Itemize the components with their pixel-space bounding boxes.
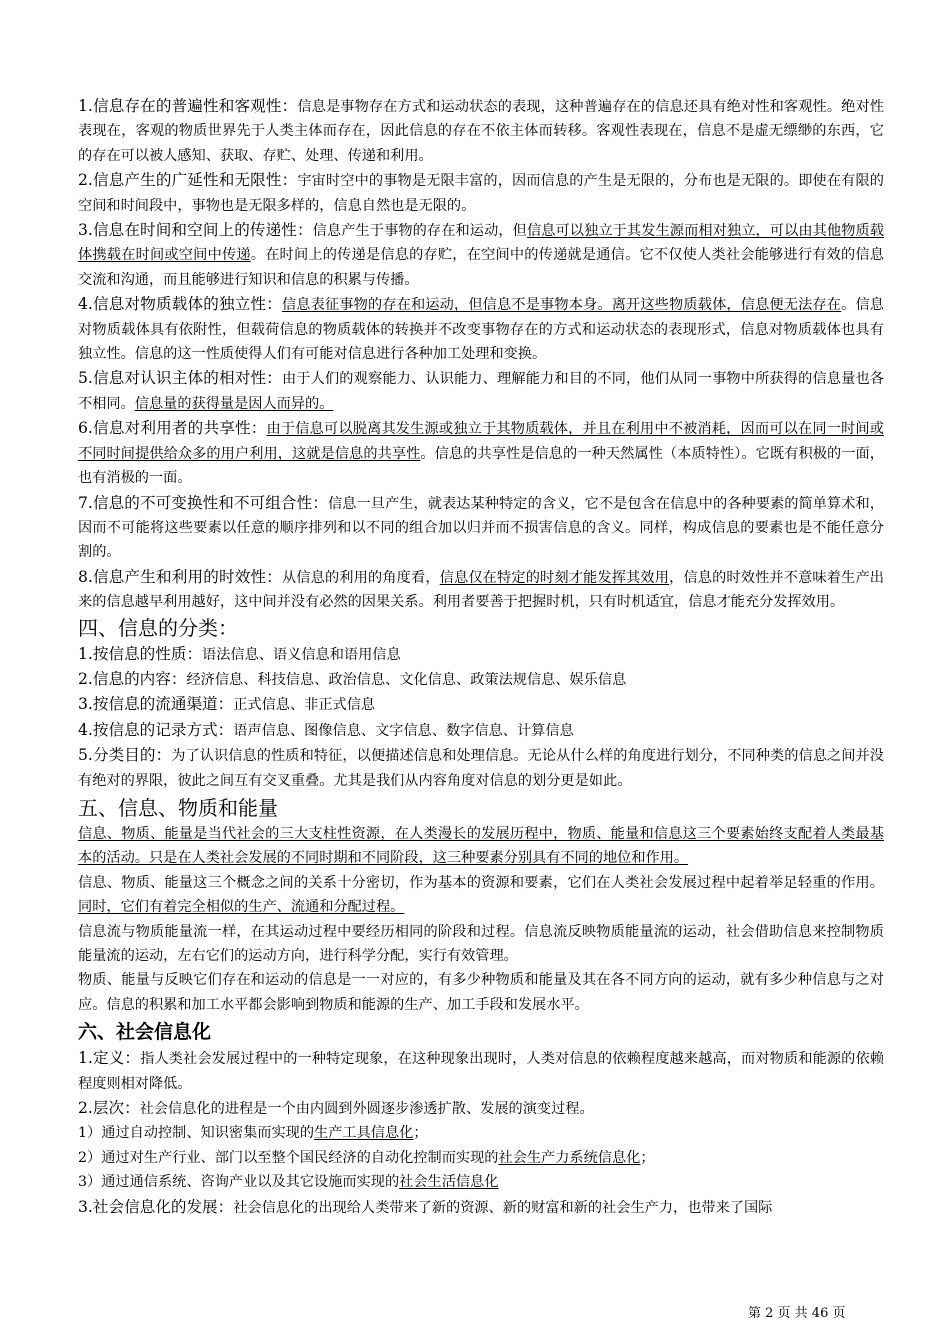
body-text: 信息、物质、能量这三个概念之间的关系十分密切，作为基本的资源和要素，它们在人类社会发展过程中起着举足轻重的作用。 — [78, 874, 884, 891]
level-term: 社会生活信息化 — [399, 1174, 499, 1191]
classification-lead: 4.按信息的记录方式： — [78, 720, 234, 739]
underlined-text: 由于信息可以脱离其发生源或独立于其物质载体，并且在利用中不被消耗，因而可以在同一时间或不同时间提供给众多的用户利用，这就是信息的共享性 — [78, 421, 884, 462]
classification-item — [78, 667, 884, 692]
section-4-title: 四、信息的分类： — [78, 615, 238, 640]
characteristic-lead: 1.信息存在的普遍性和客观性： — [78, 97, 298, 115]
characteristic-item — [78, 416, 884, 490]
level-text: 3）通过通信系统、咨询产业以及其它设施而实现的 — [78, 1174, 400, 1191]
characteristics-list — [78, 94, 884, 615]
level-term: 生产工具信息化 — [314, 1125, 414, 1142]
characteristic-lead: 7.信息的不可变换性和不可组合性： — [78, 493, 328, 512]
classification-text: 语声信息、图像信息、文字信息、数字信息、计算信息 — [233, 722, 574, 739]
underlined-text: 同时，它们有着完全相似的生产、流通和分配过程。 — [78, 899, 405, 916]
level-item — [78, 1146, 884, 1170]
classification-text: 经济信息、科技信息、政治信息、文化信息、政策法规信息、娱乐信息 — [186, 671, 627, 688]
level-punct: ； — [413, 1125, 428, 1142]
characteristic-lead: 5.信息对认识主体的相对性： — [78, 369, 282, 388]
section-6-title: 六、社会信息化 — [78, 1021, 212, 1044]
definition-paragraph — [78, 1046, 884, 1096]
level-item — [78, 1170, 884, 1194]
body-text: 信息流与物质能量流一样，在其运动过程中要经历相同的阶段和过程。信息流反映物质能量流的运动，社会借助信息来控制物质能量流的运动，左右它们的运动方向，进行科学分配，实行有效管理。 — [78, 923, 884, 964]
classification-lead: 5.分类目的： — [78, 746, 172, 765]
body-text: 从信息的利用的角度看， — [281, 569, 440, 586]
page-content — [78, 94, 884, 1220]
definition-lead: 1.定义： — [78, 1049, 141, 1068]
body-text: ，信息的时效性并不意味着生产出来的信息越早利用越好，这中间并没有必然的因果关系。利用者要善于把握时机，只有时机适宜，信息才能充分发挥效用。 — [78, 569, 884, 611]
paragraph — [78, 871, 884, 920]
characteristic-item — [78, 218, 884, 292]
underlined-text: 信息表征事物的存在和运动，但信息不是事物本身。离开这些物质载体，信息便无法存在 — [281, 297, 842, 314]
body-text: 。信息对物质载体具有依附性，但载荷信息的物质载体的转换并不改变事物存在的方式和运动状态的表现形式，信息对物质载体也具有独立性。信息的这一性质使得人们有可能对信息进行各种加工处理和变换。 — [78, 297, 884, 363]
body-text: 宇宙时空中的事物是无限丰富的，因而信息的产生是无限的，分布也是无限的。即使在有限的空间和时间段中，事物也是无限多样的，信息自然也是无限的。 — [78, 173, 884, 214]
paragraph — [78, 968, 884, 1017]
classification-item — [78, 718, 884, 743]
body-text: 物质、能量与反映它们存在和运动的信息是一一对应的，有多少种物质和能量及其在各不同方向的运动，就有多少种信息与之对应。信息的积累和加工水平都会影响到物质和能源的生产、加工手段和发展水平。 — [78, 972, 884, 1013]
info-matter-energy-paragraphs — [78, 822, 884, 1017]
page-footer: 第 2 页 共 46 页 — [748, 1306, 846, 1321]
levels-list — [78, 1121, 884, 1194]
underlined-text: 信息量的获得量是因人而异的。 — [134, 395, 334, 412]
section-5-title: 五、信息、物质和能量 — [78, 795, 278, 820]
classification-list — [78, 642, 884, 793]
characteristic-item — [78, 94, 884, 168]
underlined-text: 信息可以独立于其发生源而相对独立，可以由其他物质载体携载在时间或空间中传递 — [78, 223, 884, 264]
characteristic-lead: 8.信息产生和利用的时效性： — [78, 567, 282, 586]
development-lead: 3.社会信息化的发展： — [78, 1197, 234, 1216]
classification-item — [78, 743, 884, 793]
level-punct: ； — [640, 1149, 655, 1166]
characteristic-item — [78, 168, 884, 218]
classification-text: 为了认识信息的性质和特征，以便描述信息和处理信息。无论从什么样的角度进行划分，不同种类的信息之间并没有绝对的界限，彼此之间互有交叉重叠。尤其是我们从内容角度对信息的划分更是如此。 — [78, 748, 884, 789]
characteristic-item — [78, 292, 884, 366]
level-term: 社会生产力系统信息化 — [498, 1149, 641, 1166]
characteristic-lead: 3.信息在时间和空间上的传递性： — [78, 221, 313, 240]
development-text: 社会信息化的出现给人类带来了新的资源、新的财富和新的社会生产力，也带来了国际 — [233, 1199, 773, 1216]
classification-lead: 1.按信息的性质： — [78, 644, 203, 663]
characteristic-item — [78, 491, 884, 565]
level-text: 1）通过自动控制、知识密集而实现的 — [78, 1125, 315, 1142]
classification-text: 正式信息、非正式信息 — [233, 697, 376, 714]
characteristic-item — [78, 565, 884, 615]
development-paragraph — [78, 1195, 884, 1220]
body-text: 信息产生于事物的存在和运动，但 — [312, 223, 527, 240]
body-text: 信息是事物存在方式和运动状态的表现，这种普遍存在的信息还具有绝对性和客观性。绝对性表现在，客观的物质世界先于人类主体而存在，因此信息的存在不依主体而转移。客观性表现在，信息不是虚无缥缈的东西，它的存在可以被人感知、获取、存贮、处理、传递和利用。 — [78, 99, 884, 164]
characteristic-lead: 4.信息对物质载体的独立性： — [78, 295, 282, 314]
body-text: 。在时间上的传递是信息的存贮，在空间中的传递就是通信。它不仅使人类社会能够进行有效的信息交流和沟通，而且能够进行知识和信息的积累与传播。 — [78, 247, 884, 288]
body-text: 。信息的共享性是信息的一种天然属性（本质特性）。它既有积极的一面，也有消极的一面。 — [78, 445, 884, 487]
levels-paragraph — [78, 1096, 884, 1121]
classification-item — [78, 642, 884, 667]
classification-item — [78, 692, 884, 717]
level-item — [78, 1121, 884, 1145]
body-text: 信息一旦产生，就表达某种特定的含义，它不是包含在信息中的各种要素的简单算术和，因而不可能将这些要素以任意的顺序排列和以不同的组合加以归并而不损害信息的含义。同样，构成信息的要素也是不能任意分割的。 — [78, 495, 884, 561]
levels-lead: 2.层次： — [78, 1099, 140, 1118]
paragraph — [78, 920, 884, 969]
classification-lead: 2.信息的内容： — [78, 669, 187, 688]
paragraph — [78, 822, 884, 871]
characteristic-item — [78, 366, 884, 416]
underlined-text: 信息仅在特定的时刻才能发挥其效用 — [439, 569, 670, 586]
underlined-text: 信息、物质、能量是当代社会的三大支柱性资源，在人类漫长的发展历程中，物质、能量和信息这三个要素始终支配着人类最基本的活动。只是在人类社会发展的不同时期和不同阶段，这三种要素分别具有不同的地位和作用。 — [78, 825, 884, 867]
body-text: 由于人们的观察能力、认识能力、理解能力和目的不同，他们从同一事物中所获得的信息量也各不相同。 — [78, 371, 884, 412]
classification-lead: 3.按信息的流通渠道： — [78, 695, 234, 714]
definition-text: 指人类社会发展过程中的一种特定现象，在这种现象出现时，人类对信息的依赖程度越来越高，而对物质和能源的依赖程度则相对降低。 — [78, 1051, 884, 1092]
classification-text: 语法信息、语义信息和语用信息 — [202, 646, 401, 663]
levels-text: 社会信息化的进程是一个由内圆到外圆逐步渗透扩散、发展的演变过程。 — [139, 1101, 594, 1118]
level-text: 2）通过对生产行业、部门以至整个国民经济的自动化控制而实现的 — [78, 1149, 499, 1166]
characteristic-lead: 6.信息对利用者的共享性： — [78, 419, 267, 438]
characteristic-lead: 2.信息产生的广延性和无限性： — [78, 171, 298, 190]
